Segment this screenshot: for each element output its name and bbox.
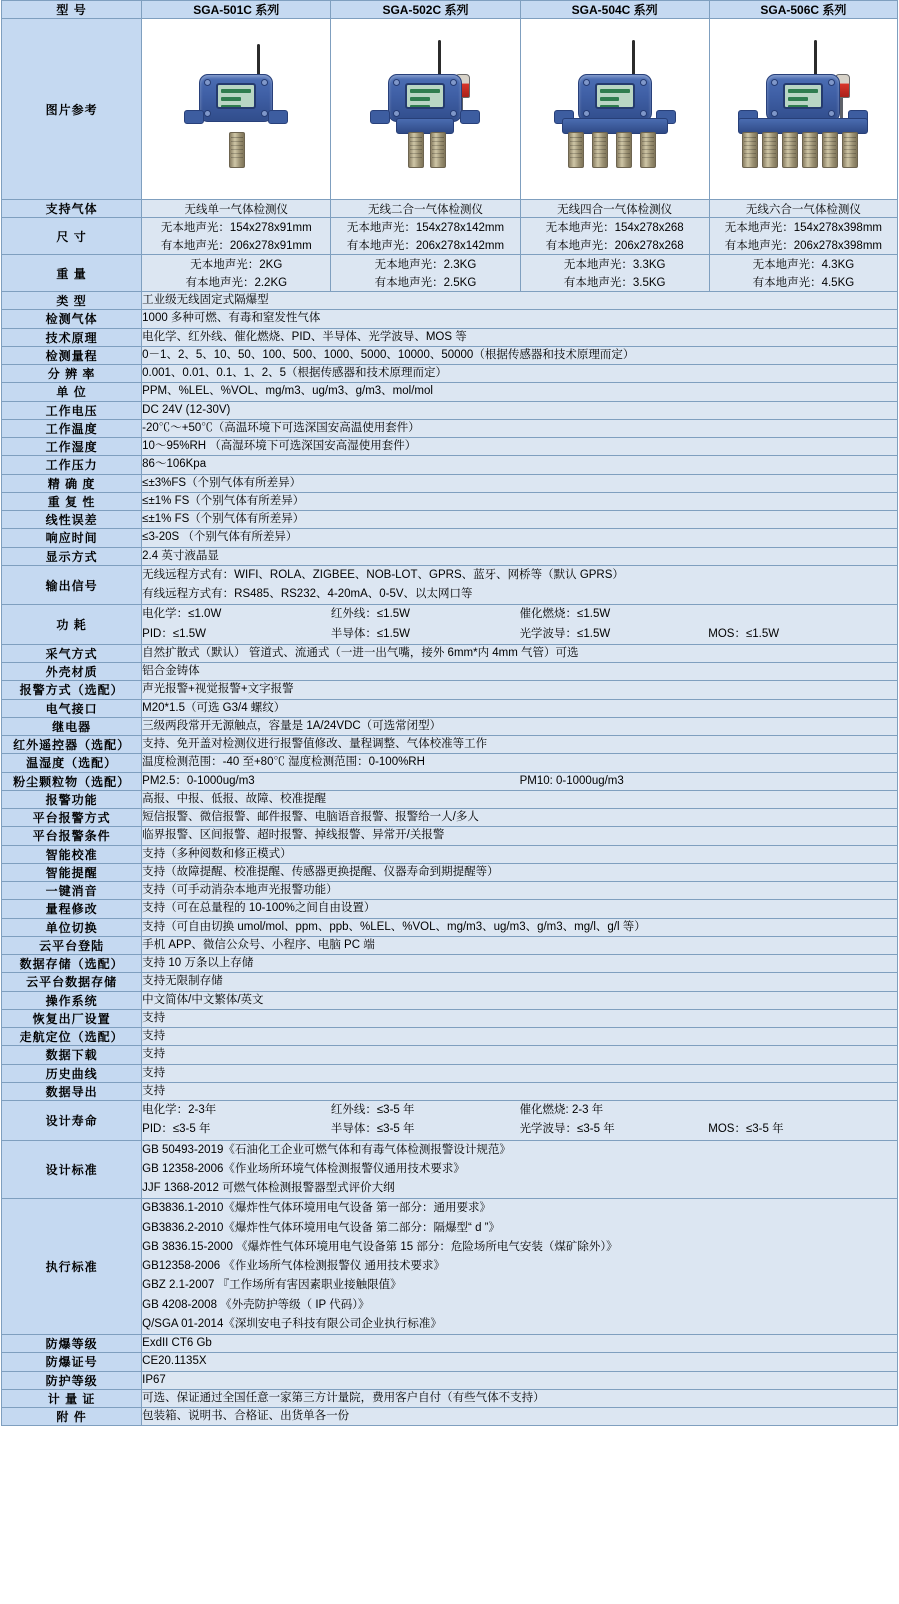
row-value-range: 0－1、2、5、10、50、100、500、1000、5000、10000、50000（根据传感器和技术原理而定） bbox=[142, 346, 898, 364]
weight-3 bbox=[520, 255, 709, 292]
screen-bar bbox=[788, 105, 808, 109]
dust-cell-pm10: PM10: 0-1000ug/m3 bbox=[519, 774, 624, 787]
screen-bar bbox=[788, 97, 808, 101]
row-value-display: 2.4 英寸液晶显 bbox=[142, 547, 898, 565]
power-cell: 半导体：≤1.5W bbox=[330, 627, 411, 640]
row-value-sampling: 自然扩散式（默认） 管道式、流通式（一进一出气嘴，接外 6mm*内 4mm 气管）可选 bbox=[142, 644, 898, 662]
bolt-icon bbox=[450, 79, 457, 86]
table-row-output-signal bbox=[2, 565, 898, 605]
row-label-ex-level: 防爆等级 bbox=[2, 1335, 142, 1353]
row-value-unit: PPM、%LEL、%VOL、mg/m3、ug/m3、g/m3、mol/mol bbox=[142, 383, 898, 401]
row-value-os: 中文简体/中文繁体/英文 bbox=[142, 991, 898, 1009]
row-label-gps: 走航定位（选配） bbox=[2, 1028, 142, 1046]
detector-housing bbox=[199, 74, 273, 122]
row-label-repeatability: 重 复 性 bbox=[2, 492, 142, 510]
table-row-response-time bbox=[2, 529, 898, 547]
table-row-range-modify bbox=[2, 900, 898, 918]
weight-3-line-2: 有本地声光：3.5KG bbox=[563, 277, 666, 289]
row-label-range: 检测量程 bbox=[2, 346, 142, 364]
screen-bar bbox=[221, 105, 241, 109]
sensor-probe bbox=[842, 132, 858, 168]
table-row-alarm-mode bbox=[2, 681, 898, 699]
table-row-os bbox=[2, 991, 898, 1009]
row-value-power bbox=[142, 605, 898, 645]
bolt-icon bbox=[204, 110, 211, 117]
row-value-design-life bbox=[142, 1101, 898, 1141]
row-value-output-signal bbox=[142, 565, 898, 605]
table-row-platform-alarm-mode bbox=[2, 809, 898, 827]
row-label-accuracy: 精 确 度 bbox=[2, 474, 142, 492]
table-row-repeatability bbox=[2, 492, 898, 510]
sensor-probe bbox=[640, 132, 656, 168]
model-header-4: SGA-506C 系列 bbox=[709, 1, 897, 19]
life-cell: MOS：≤3-5 年 bbox=[708, 1123, 784, 1136]
table-row-model bbox=[2, 1, 898, 19]
row-label-gas-support: 支持气体 bbox=[2, 200, 142, 218]
row-label-data-export: 数据导出 bbox=[2, 1082, 142, 1100]
screen-bar bbox=[410, 89, 440, 93]
weight-1-line-2: 有本地声光：2.2KG bbox=[185, 277, 288, 289]
row-label-os: 操作系统 bbox=[2, 991, 142, 1009]
sensor-probe bbox=[430, 132, 446, 168]
row-label-response-time: 响应时间 bbox=[2, 529, 142, 547]
table-row-data-download bbox=[2, 1046, 898, 1064]
row-value-work-humidity: 10～95%RH （高湿环境下可选深国安高湿使用套件） bbox=[142, 438, 898, 456]
table-row-gas-support bbox=[2, 200, 898, 218]
row-value-response-time: ≤3-20S （个别气体有所差异） bbox=[142, 529, 898, 547]
model-header-1: SGA-501C 系列 bbox=[142, 1, 331, 19]
row-value-cloud-login: 手机 APP、微信公众号、小程序、电脑 PC 端 bbox=[142, 936, 898, 954]
row-value-mute: 支持（可手动消杂本地声光报警功能） bbox=[142, 882, 898, 900]
display-screen bbox=[216, 83, 256, 109]
weight-3-line-1: 无本地声光：3.3KG bbox=[563, 259, 666, 271]
row-label-ip-level: 防护等级 bbox=[2, 1371, 142, 1389]
row-value-resolution: 0.001、0.01、0.1、1、2、5（根据传感器和技术原理而定） bbox=[142, 365, 898, 383]
row-value-type: 工业级无线固定式隔爆型 bbox=[142, 292, 898, 310]
sensor-probe bbox=[822, 132, 838, 168]
table-row-history-curve bbox=[2, 1064, 898, 1082]
life-cell: 催化燃烧: 2-3 年 bbox=[519, 1104, 604, 1116]
screen-bar bbox=[788, 89, 818, 93]
table-row-resolution bbox=[2, 365, 898, 383]
table-row-ex-level bbox=[2, 1335, 898, 1353]
row-label-range-modify: 量程修改 bbox=[2, 900, 142, 918]
table-row-display bbox=[2, 547, 898, 565]
display-screen bbox=[405, 83, 445, 109]
bolt-icon bbox=[828, 110, 835, 117]
row-label-unit: 单 位 bbox=[2, 383, 142, 401]
table-row-detect-gas bbox=[2, 310, 898, 328]
weight-2 bbox=[331, 255, 520, 292]
row-value-shell: 铝合金铸体 bbox=[142, 663, 898, 681]
row-label-cloud-login: 云平台登陆 bbox=[2, 936, 142, 954]
row-value-linear-error: ≤±1% FS（个别气体有所差异） bbox=[142, 511, 898, 529]
table-row-sampling bbox=[2, 644, 898, 662]
table-row-alarm-function bbox=[2, 790, 898, 808]
row-label-metrology: 计 量 证 bbox=[2, 1389, 142, 1407]
row-label-work-temp: 工作温度 bbox=[2, 419, 142, 437]
row-value-data-download: 支持 bbox=[142, 1046, 898, 1064]
output-line-2: 有线远程方式有：RS485、RS232、4-20mA、0-5V、以太网口等 bbox=[142, 588, 473, 600]
bolt-icon bbox=[261, 110, 268, 117]
table-row-size bbox=[2, 218, 898, 255]
row-value-gps: 支持 bbox=[142, 1028, 898, 1046]
bolt-icon bbox=[450, 110, 457, 117]
row-value-repeatability: ≤±1% FS（个别气体有所差异） bbox=[142, 492, 898, 510]
row-value-exec-standard bbox=[142, 1199, 898, 1335]
table-row-dust bbox=[2, 772, 898, 790]
bolt-icon bbox=[204, 79, 211, 86]
weight-2-line-2: 有本地声光：2.5KG bbox=[374, 277, 477, 289]
display-screen bbox=[783, 83, 823, 109]
table-row-ir-remote bbox=[2, 736, 898, 754]
power-cell: 电化学：≤1.0W bbox=[142, 608, 222, 621]
row-label-voltage: 工作电压 bbox=[2, 401, 142, 419]
model-header-3: SGA-504C 系列 bbox=[520, 1, 709, 19]
row-value-ip-level: IP67 bbox=[142, 1371, 898, 1389]
bolt-icon bbox=[393, 110, 400, 117]
weight-2-line-1: 无本地声光：2.3KG bbox=[374, 259, 477, 271]
model-header-2: SGA-502C 系列 bbox=[331, 1, 520, 19]
row-value-ir-remote: 支持、免开盖对检测仪进行报警值修改、量程调整、气体校准等工作 bbox=[142, 736, 898, 754]
life-cell bbox=[708, 1101, 897, 1120]
table-row-unit bbox=[2, 383, 898, 401]
table-row-ex-cert bbox=[2, 1353, 898, 1371]
device-image-501c bbox=[142, 19, 331, 200]
table-row-shell bbox=[2, 663, 898, 681]
row-value-electric-port: M20*1.5（可选 G3/4 螺纹） bbox=[142, 699, 898, 717]
row-label-sampling: 采气方式 bbox=[2, 644, 142, 662]
row-label-work-humidity: 工作湿度 bbox=[2, 438, 142, 456]
table-row-accessories bbox=[2, 1408, 898, 1426]
exec-standard-line: GB 3836.15-2000 《爆炸性气体环境用电气设备第 15 部分：危险场所电气安装（煤矿除外）》 bbox=[142, 1240, 618, 1253]
antenna-icon bbox=[632, 40, 635, 78]
sensor-probe bbox=[592, 132, 608, 168]
table-row-ip-level bbox=[2, 1371, 898, 1389]
row-value-data-storage: 支持 10 万条以上存储 bbox=[142, 955, 898, 973]
power-cell: 光学波导：≤1.5W bbox=[519, 627, 611, 640]
row-label-ex-cert: 防爆证号 bbox=[2, 1353, 142, 1371]
row-label-electric-port: 电气接口 bbox=[2, 699, 142, 717]
table-row-principle bbox=[2, 328, 898, 346]
row-label-history-curve: 历史曲线 bbox=[2, 1064, 142, 1082]
weight-4-line-2: 有本地声光：4.5KG bbox=[752, 277, 855, 289]
table-row-range bbox=[2, 346, 898, 364]
row-label-model: 型 号 bbox=[2, 1, 142, 19]
life-cell: 光学波导：≤3-5 年 bbox=[519, 1123, 615, 1136]
gas-support-4: 无线六合一气体检测仪 bbox=[709, 200, 897, 218]
bolt-icon bbox=[771, 110, 778, 117]
row-value-unit-switch: 支持（可自由切换 umol/mol、ppm、ppb、%LEL、%VOL、mg/m3、ug/m3、g/m3、mg/l、g/l 等） bbox=[142, 918, 898, 936]
table-row-work-temp bbox=[2, 419, 898, 437]
row-label-accessories: 附 件 bbox=[2, 1408, 142, 1426]
exec-standard-line: GB3836.1-2010《爆炸性气体环境用电气设备 第一部分：通用要求》 bbox=[142, 1202, 492, 1215]
row-label-size: 尺 寸 bbox=[2, 218, 142, 255]
antenna-icon bbox=[814, 40, 817, 78]
row-value-principle: 电化学、红外线、催化燃烧、PID、半导体、光学波导、MOS 等 bbox=[142, 328, 898, 346]
row-value-relay: 三级两段常开无源触点，容量是 1A/24VDC（可选常闭型） bbox=[142, 717, 898, 735]
sensor-probe bbox=[408, 132, 424, 168]
table-row-linear-error bbox=[2, 511, 898, 529]
sensor-probe bbox=[742, 132, 758, 168]
sensor-probe bbox=[616, 132, 632, 168]
size-4 bbox=[709, 218, 897, 255]
mount-bracket bbox=[184, 110, 204, 124]
weight-4 bbox=[709, 255, 897, 292]
sensor-probe bbox=[229, 132, 245, 168]
sensor-probe bbox=[782, 132, 798, 168]
table-row-image-reference bbox=[2, 19, 898, 200]
power-cell: 红外线：≤1.5W bbox=[330, 608, 411, 621]
table-row-platform-alarm-condition bbox=[2, 827, 898, 845]
bolt-icon bbox=[640, 110, 647, 117]
output-line-1: 无线远程方式有：WIFI、ROLA、ZIGBEE、NOB-LOT、GPRS、蓝牙、网桥等（默认 GPRS） bbox=[142, 568, 624, 581]
screen-bar bbox=[600, 97, 620, 101]
row-value-alarm-mode: 声光报警+视觉报警+文字报警 bbox=[142, 681, 898, 699]
row-label-design-life: 设计寿命 bbox=[2, 1101, 142, 1141]
row-value-detect-gas: 1000 多种可燃、有毒和窒发性气体 bbox=[142, 310, 898, 328]
row-value-metrology: 可选、保证通过全国任意一家第三方计量院，费用客户自付（有些气体不支持） bbox=[142, 1389, 898, 1407]
bolt-icon bbox=[828, 79, 835, 86]
antenna-icon bbox=[438, 40, 441, 78]
table-row-design-standard bbox=[2, 1140, 898, 1199]
mount-bracket bbox=[370, 110, 390, 124]
bolt-icon bbox=[583, 79, 590, 86]
row-label-weight: 重 量 bbox=[2, 255, 142, 292]
size-2-line-2: 有本地声光：206x278x142mm bbox=[346, 240, 505, 252]
row-value-voltage: DC 24V (12-30V) bbox=[142, 401, 898, 419]
size-4-line-2: 有本地声光：206x278x398mm bbox=[724, 240, 882, 252]
gas-manifold bbox=[396, 118, 454, 134]
table-row-type bbox=[2, 292, 898, 310]
table-row-weight bbox=[2, 255, 898, 292]
table-row-smart-remind bbox=[2, 863, 898, 881]
row-value-factory-reset: 支持 bbox=[142, 1009, 898, 1027]
power-cell: MOS：≤1.5W bbox=[708, 627, 780, 640]
table-row-relay bbox=[2, 717, 898, 735]
row-label-platform-alarm-mode: 平台报警方式 bbox=[2, 809, 142, 827]
power-cell: PID：≤1.5W bbox=[142, 627, 206, 640]
row-label-type: 类 型 bbox=[2, 292, 142, 310]
bolt-icon bbox=[771, 79, 778, 86]
row-label-platform-alarm-condition: 平台报警条件 bbox=[2, 827, 142, 845]
exec-standard-line: GB12358-2006 《作业场所气体检测报警仪 通用技术要求》 bbox=[142, 1260, 446, 1272]
detector-housing bbox=[766, 74, 840, 122]
row-value-work-pressure: 86～106Kpa bbox=[142, 456, 898, 474]
life-cell: PID：≤3-5 年 bbox=[142, 1123, 211, 1136]
table-row-voltage bbox=[2, 401, 898, 419]
detector-housing bbox=[388, 74, 462, 122]
row-value-work-temp: -20℃～+50℃（高温环境下可选深国安高温使用套件） bbox=[142, 419, 898, 437]
table-row-design-life bbox=[2, 1101, 898, 1141]
table-row-data-export bbox=[2, 1082, 898, 1100]
row-value-ex-cert: CE20.1135X bbox=[142, 1353, 898, 1371]
row-value-dust bbox=[142, 772, 898, 790]
antenna-icon bbox=[257, 44, 260, 78]
row-label-image-reference: 图片参考 bbox=[2, 19, 142, 200]
row-label-linear-error: 线性误差 bbox=[2, 511, 142, 529]
exec-standard-line: GB3836.2-2010《爆炸性气体环境用电气设备 第二部分：隔爆型“ d ”》 bbox=[142, 1221, 500, 1234]
display-screen bbox=[595, 83, 635, 109]
row-label-alarm-function: 报警功能 bbox=[2, 790, 142, 808]
bolt-icon bbox=[393, 79, 400, 86]
row-label-alarm-mode: 报警方式（选配） bbox=[2, 681, 142, 699]
table-row-factory-reset bbox=[2, 1009, 898, 1027]
table-row-mute bbox=[2, 882, 898, 900]
row-value-data-export: 支持 bbox=[142, 1082, 898, 1100]
row-label-detect-gas: 检测气体 bbox=[2, 310, 142, 328]
gas-detector-illustration-6 bbox=[728, 22, 878, 197]
bolt-icon bbox=[640, 79, 647, 86]
row-label-temp-humidity: 温湿度（选配） bbox=[2, 754, 142, 772]
size-3 bbox=[520, 218, 709, 255]
table-row-smart-calibration bbox=[2, 845, 898, 863]
row-label-work-pressure: 工作压力 bbox=[2, 456, 142, 474]
size-1-line-2: 有本地声光：206x278x91mm bbox=[160, 240, 312, 252]
row-label-data-download: 数据下载 bbox=[2, 1046, 142, 1064]
weight-1-line-1: 无本地声光：2KG bbox=[190, 259, 283, 271]
size-3-line-2: 有本地声光：206x278x268 bbox=[545, 240, 684, 252]
screen-bar bbox=[410, 105, 430, 109]
screen-bar bbox=[600, 89, 630, 93]
design-standard-line: JJF 1368-2012 可燃气体检测报警器型式评价大纲 bbox=[142, 1182, 395, 1194]
table-row-work-pressure bbox=[2, 456, 898, 474]
row-value-platform-alarm-mode: 短信报警、微信报警、邮件报警、电脑语音报警、报警给一人/多人 bbox=[142, 809, 898, 827]
row-label-data-storage: 数据存储（选配） bbox=[2, 955, 142, 973]
row-label-smart-remind: 智能提醒 bbox=[2, 863, 142, 881]
screen-bar bbox=[221, 89, 251, 93]
row-value-smart-calibration: 支持（多种阅数和修正模式） bbox=[142, 845, 898, 863]
row-label-resolution: 分 辨 率 bbox=[2, 365, 142, 383]
power-cell: 催化燃烧：≤1.5W bbox=[519, 608, 611, 621]
row-value-temp-humidity: 温度检测范围：-40 至+80℃ 湿度检测范围：0-100%RH bbox=[142, 754, 898, 772]
sensor-probe bbox=[568, 132, 584, 168]
design-standard-line: GB 12358-2006《作业场所环境气体检测报警仪通用技术要求》 bbox=[142, 1162, 465, 1175]
table-row-metrology bbox=[2, 1389, 898, 1407]
gas-support-1: 无线单一气体检测仪 bbox=[142, 200, 331, 218]
size-2-line-1: 无本地声光：154x278x142mm bbox=[346, 222, 505, 234]
gas-detector-illustration-1 bbox=[161, 22, 311, 197]
sensor-probe bbox=[762, 132, 778, 168]
gas-detector-illustration-2 bbox=[350, 22, 500, 197]
device-image-502c bbox=[331, 19, 520, 200]
row-label-display: 显示方式 bbox=[2, 547, 142, 565]
life-cell: 红外线：≤3-5 年 bbox=[330, 1104, 415, 1116]
row-value-platform-alarm-condition: 临界报警、区间报警、超时报警、掉线报警、异常开/关报警 bbox=[142, 827, 898, 845]
row-label-ir-remote: 红外遥控器（选配） bbox=[2, 736, 142, 754]
life-cell: 电化学：2-3年 bbox=[142, 1104, 217, 1116]
table-row-cloud-login bbox=[2, 936, 898, 954]
dust-cell-pm25: PM2.5：0-1000ug/m3 bbox=[142, 774, 255, 787]
table-row-gps bbox=[2, 1028, 898, 1046]
size-3-line-1: 无本地声光：154x278x268 bbox=[545, 222, 684, 234]
mount-bracket bbox=[460, 110, 480, 124]
row-label-smart-calibration: 智能校准 bbox=[2, 845, 142, 863]
table-row-electric-port bbox=[2, 699, 898, 717]
row-value-smart-remind: 支持（故障提醒、校准提醒、传感器更换提醒、仪器寿命到期提醒等） bbox=[142, 863, 898, 881]
sensor-probe bbox=[802, 132, 818, 168]
row-value-ex-level: ExdII CT6 Gb bbox=[142, 1335, 898, 1353]
exec-standard-line: GB 4208-2008 《外壳防护等级（ IP 代码）》 bbox=[142, 1298, 370, 1311]
row-value-accessories: 包装箱、说明书、合格证、出货单各一份 bbox=[142, 1408, 898, 1426]
row-label-principle: 技术原理 bbox=[2, 328, 142, 346]
table-row-temp-humidity bbox=[2, 754, 898, 772]
device-image-504c bbox=[520, 19, 709, 200]
gas-support-2: 无线二合一气体检测仪 bbox=[331, 200, 520, 218]
bolt-icon bbox=[583, 110, 590, 117]
row-label-dust: 粉尘颗粒物（选配） bbox=[2, 772, 142, 790]
row-label-mute: 一键消音 bbox=[2, 882, 142, 900]
specification-table bbox=[1, 0, 898, 1426]
row-value-history-curve: 支持 bbox=[142, 1064, 898, 1082]
row-label-cloud-storage: 云平台数据存储 bbox=[2, 973, 142, 991]
row-label-factory-reset: 恢复出厂设置 bbox=[2, 1009, 142, 1027]
bolt-icon bbox=[261, 79, 268, 86]
weight-1 bbox=[142, 255, 331, 292]
life-cell: 半导体：≤3-5 年 bbox=[330, 1123, 415, 1136]
detector-housing bbox=[578, 74, 652, 122]
mount-bracket bbox=[268, 110, 288, 124]
row-label-unit-switch: 单位切换 bbox=[2, 918, 142, 936]
row-label-shell: 外壳材质 bbox=[2, 663, 142, 681]
exec-standard-line: Q/SGA 01-2014《深圳安电子科技有限公司企业执行标准》 bbox=[142, 1317, 442, 1330]
exec-standard-line: GBZ 2.1-2007 『工作场所有害因素职业接触限值》 bbox=[142, 1279, 402, 1292]
size-2 bbox=[331, 218, 520, 255]
row-label-power: 功 耗 bbox=[2, 605, 142, 645]
size-1-line-1: 无本地声光：154x278x91mm bbox=[160, 222, 312, 234]
row-label-output-signal: 输出信号 bbox=[2, 565, 142, 605]
screen-bar bbox=[410, 97, 430, 101]
row-value-cloud-storage: 支持无限制存储 bbox=[142, 973, 898, 991]
row-label-exec-standard: 执行标准 bbox=[2, 1199, 142, 1335]
size-1 bbox=[142, 218, 331, 255]
gas-detector-illustration-4 bbox=[540, 22, 690, 197]
row-value-accuracy: ≤±3%FS（个别气体有所差异） bbox=[142, 474, 898, 492]
gas-support-3: 无线四合一气体检测仪 bbox=[520, 200, 709, 218]
table-row-exec-standard bbox=[2, 1199, 898, 1335]
row-label-relay: 继电器 bbox=[2, 717, 142, 735]
table-row-data-storage bbox=[2, 955, 898, 973]
device-image-506c bbox=[709, 19, 897, 200]
table-row-work-humidity bbox=[2, 438, 898, 456]
screen-bar bbox=[221, 97, 241, 101]
row-label-design-standard: 设计标准 bbox=[2, 1140, 142, 1199]
table-row-accuracy bbox=[2, 474, 898, 492]
table-row-unit-switch bbox=[2, 918, 898, 936]
weight-4-line-1: 无本地声光：4.3KG bbox=[752, 259, 855, 271]
row-value-design-standard bbox=[142, 1140, 898, 1199]
row-value-alarm-function: 高报、中报、低报、故障、校准提醒 bbox=[142, 790, 898, 808]
design-standard-line: GB 50493-2019《石油化工企业可燃气体和有毒气体检测报警设计规范》 bbox=[142, 1143, 511, 1156]
power-cell bbox=[708, 605, 897, 624]
table-row-cloud-storage bbox=[2, 973, 898, 991]
row-value-range-modify: 支持（可在总量程的 10-100%之间自由设置） bbox=[142, 900, 898, 918]
table-row-power bbox=[2, 605, 898, 645]
size-4-line-1: 无本地声光：154x278x398mm bbox=[724, 222, 882, 234]
screen-bar bbox=[600, 105, 620, 109]
